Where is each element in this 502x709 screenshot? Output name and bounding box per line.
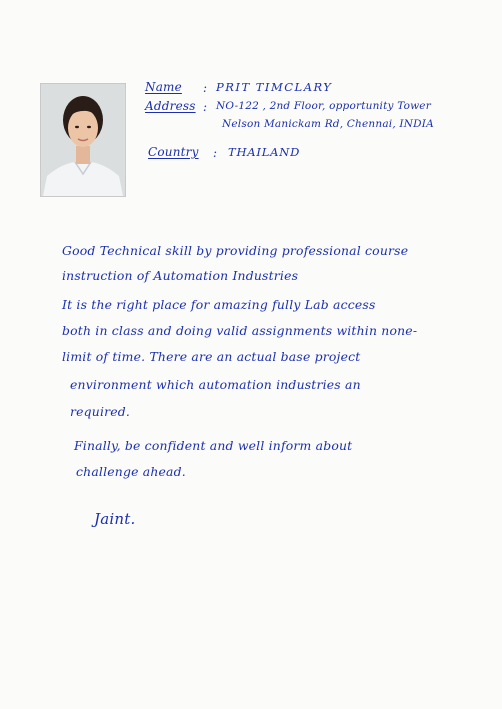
body-line: required.	[70, 404, 131, 419]
name-label: Name	[145, 80, 182, 94]
profile-photo	[40, 83, 126, 197]
body-line: limit of time. There are an actual base project	[62, 349, 361, 364]
body-line: Good Technical skill by providing professional course	[62, 243, 409, 258]
name-value: PRIT TIMCLARY	[216, 80, 333, 94]
body-line: both in class and doing valid assignments within none-	[62, 323, 418, 338]
country-label: Country	[148, 145, 199, 159]
address-line-1: NO-122 , 2nd Floor, opportunity Tower	[216, 100, 431, 112]
body-line: It is the right place for amazing fully Lab access	[62, 297, 376, 312]
country-value: THAILAND	[228, 145, 301, 159]
body-line: environment which automation industries an	[70, 377, 361, 392]
signature: Jaint.	[94, 510, 136, 528]
body-line: instruction of Automation Industries	[62, 268, 299, 283]
address-colon: :	[203, 100, 208, 114]
country-colon: :	[213, 146, 218, 160]
address-label: Address	[145, 99, 196, 113]
body-line: challenge ahead.	[76, 464, 186, 479]
address-line-2: Nelson Manickam Rd, Chennai, INDIA	[222, 118, 434, 130]
body-line: Finally, be confident and well inform about	[74, 438, 353, 453]
name-colon: :	[203, 81, 208, 95]
portrait-image	[41, 84, 125, 196]
